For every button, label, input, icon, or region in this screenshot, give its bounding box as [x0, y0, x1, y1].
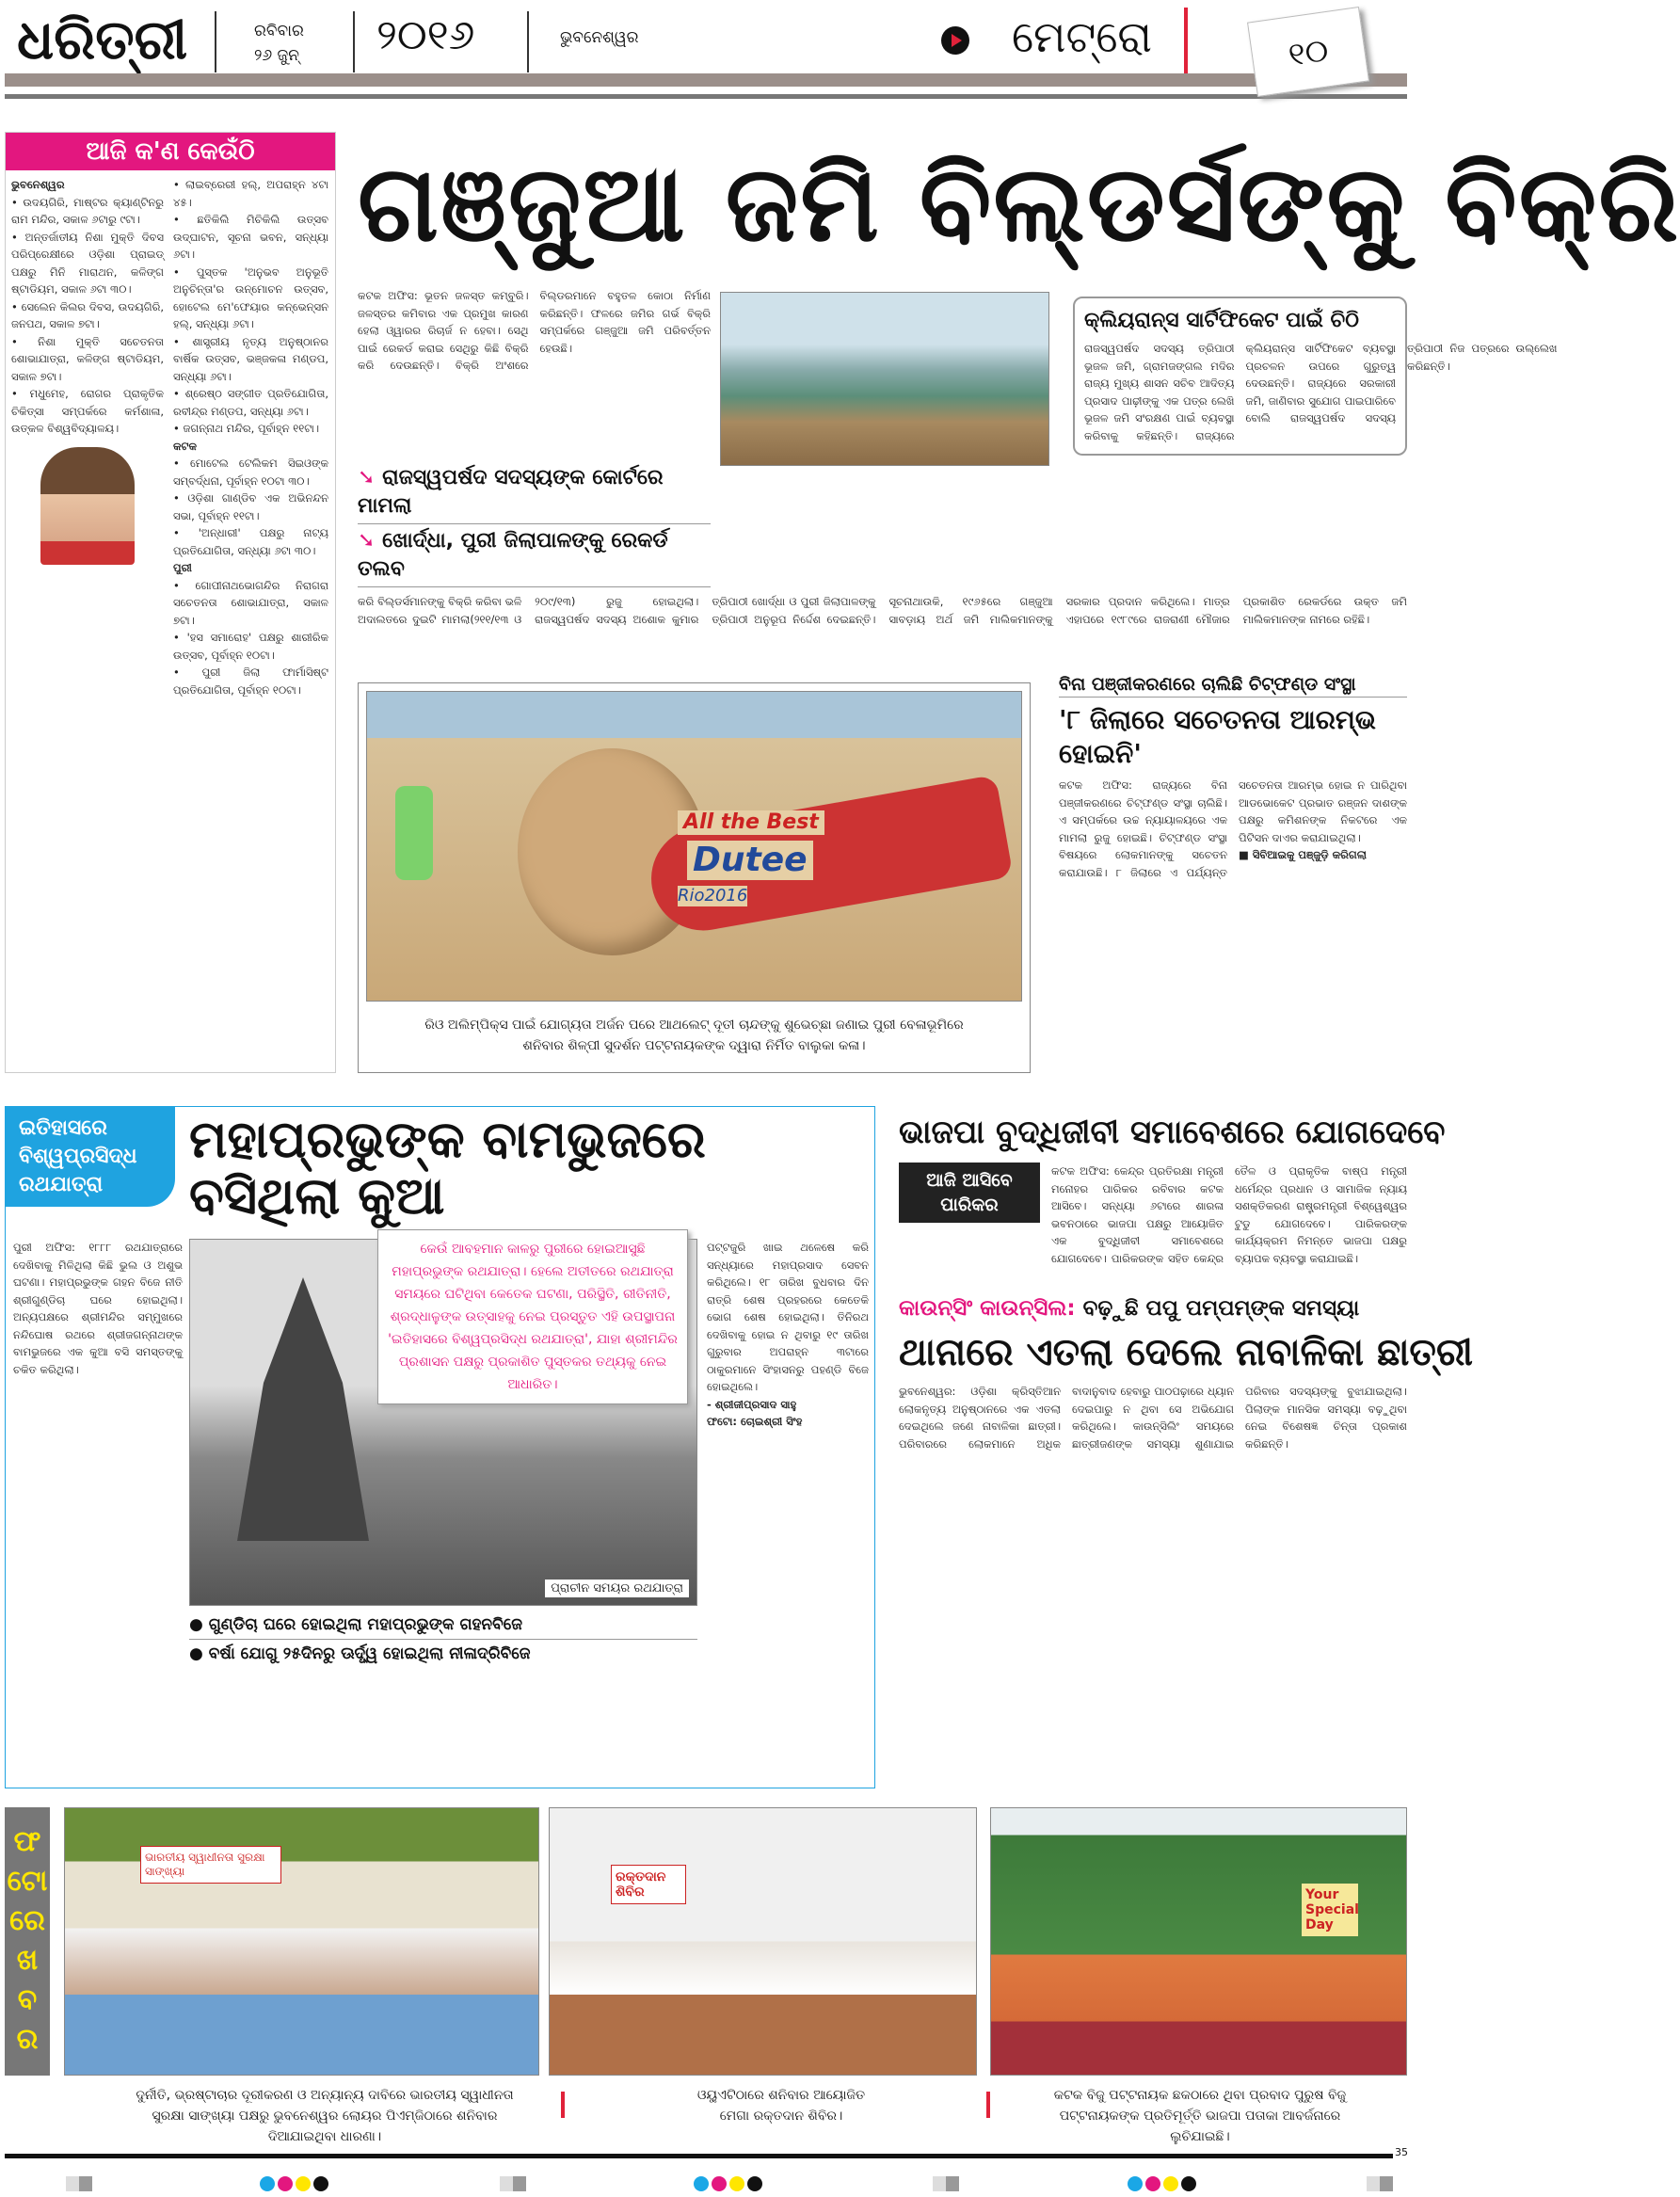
- chitfund-body: କଟକ ଅଫିସ: ରାଜ୍ୟରେ ବିନା ପଞ୍ଜୀକରଣରେ ଚିଟ୍‌ଫଣ୍ଡ ସଂସ୍ଥା ଚାଲିଛି। ଏ ସମ୍ପର୍କରେ ଉଚ୍ଚ ନ୍ୟାୟାଳୟରେ ଏକ ମାମଲା ରୁଜୁ ହୋଇଛି। ଚିଟ୍‌ଫଣ୍ଡ ସଂସ୍ଥା ବିଷୟରେ ଲୋକମାନଙ୍କୁ ସଚେତନ କରାଯାଉଛି। ୮ ଜିଲାରେ ଏ ପର୍ଯ୍ୟନ୍ତ ସଚେତନତା ଆରମ୍ଭ ହୋଇ ନ ପାରିଥିବା ଆଡଭୋକେଟ ପ୍ରଭାତ ରଞ୍ଜନ ଦାଶଙ୍କ ପକ୍ଷରୁ କମିଶନଙ୍କ ନିକଟରେ ଏକ ପିଟିସନ ଦାଏର କରାଯାଇଥିଲା। ■ ସିବିଆଇକୁ ପଞ୍ଜୁଡ଼ି କରିଗଲା: [1059, 778, 1407, 879]
- intro-box: କେଉଁ ଆବହମାନ କାଳରୁ ପୁରୀରେ ହୋଇଆସୁଛି ମହାପ୍ରଭୁଙ୍କ ରଥଯାତ୍ରା। ହେଲେ ଅତୀତରେ ରଥଯାତ୍ରା ସମୟରେ ଘଟିଥିବା କେତେକ ଘଟଣା, ପରିସ୍ଥିତି, ରୀତିନୀତି, ଶ୍ରଦ୍ଧାଳୁଙ୍କ ଉତ୍ସାହକୁ ନେଇ ପ୍ରସ୍ତୁତ ଏହି ଉପସ୍ଥାପନା 'ଇତିହାସରେ ବିଶ୍ୱପ୍ରସିଦ୍ଧ ରଥଯାତ୍ରା', ଯାହା ଶ୍ରୀମନ୍ଦିର ପ୍ରଶାସନ ପକ୍ଷରୁ ପ୍ରକାଶିତ ପୁସ୍ତକର ତଥ୍ୟକୁ ନେଇ ଆଧାରିତ।: [377, 1229, 688, 1404]
- chitfund-story: [1059, 673, 1407, 1087]
- tag-letter: ବ: [17, 1983, 38, 2016]
- canal-photo: [720, 292, 1049, 466]
- artist-figure: [395, 786, 433, 880]
- cmyk-dots: [260, 2176, 331, 2195]
- photo-caption-2: ଓୟୁଏଟିଠାରେ ଶନିବାର ଆୟୋଜିତ ମେଗା ରକ୍ତଦାନ ଶିବିର।: [696, 2088, 866, 2124]
- event-item: • ପୁସ୍ତକ 'ଅନୁଭବ ଅନୁଭୂତି ଅନୁଚିନ୍ତା'ର ଉନ୍ମୋଚନ ଉତ୍ସବ, ହୋଟେଲ ମେ'ଫେୟାର କନ୍‌ଭେନ୍‌ସନ ହଲ୍, ସନ୍ଧ୍ୟା ୬ଟା।: [173, 265, 328, 330]
- event-item: • ସେଲେନ କିଲର ଦିବସ, ଉଦୟଗିରି, ଜନପଥ, ସକାଳ ୭ଟା।: [11, 299, 164, 330]
- sand-text: Dutee: [687, 841, 813, 880]
- rathayatra-section: [5, 1106, 875, 1788]
- kicker: ବିନା ପଞ୍ଜୀକରଣରେ ଚାଲିଛି ଚିଟ୍‌ଫଣ୍ଡ ସଂସ୍ଥା: [1059, 673, 1407, 698]
- section-tag: ଇତିହାସରେ ବିଶ୍ୱପ୍ରସିଦ୍ଧ ରଥଯାତ୍ରା: [6, 1107, 175, 1207]
- rathayatra-body-left: ପୁରୀ ଅଫିସ: ୧୮୮୮ ରଥଯାତ୍ରାରେ ଦେଖିବାକୁ ମିଳିଥିଲା କିଛି ଭୁଲ ଓ ଅଶୁଭ ଘଟଣା। ମହାପ୍ରଭୁଙ୍କ ଗହନ ବିଜେ ନୀତି ଶ୍ରୀଗୁଣ୍ଡିଚା ଘରେ ହୋଇଥିଲା। ଅନ୍ୟପକ୍ଷରେ ଶ୍ରୀମନ୍ଦିର ସମ୍ମୁଖରେ ନନ୍ଦିଘୋଷ ରଥରେ ଶ୍ରୀଜଗନ୍ନାଥଙ୍କ ବାମଭୁଜରେ ଏକ କୁଆ ବସି ସମସ୍ତଙ୍କୁ ଚକିତ କରିଥିଲା।: [13, 1241, 183, 1376]
- gray-mark: [933, 2176, 959, 2191]
- photo-news-tag: [5, 1807, 50, 2076]
- event-item: • ପୁରୀ ଜିଲା ଫାର୍ମାସିଷ୍ଟ ପ୍ରତିଯୋଗିତା, ପୂର୍ବାହ୍ନ ୧୦ଟା।: [173, 666, 328, 697]
- events-column: [5, 132, 336, 1073]
- clearance-box: [1073, 297, 1558, 456]
- divider: [561, 2092, 565, 2118]
- event-item: • ନିଶା ମୁକ୍ତି ସଚେତନତା ଶୋଭାଯାତ୍ରା, କଳିଙ୍ଗ ଷ୍ଟାଡିୟମ, ସକାଳ ୭ଟା।: [11, 334, 164, 383]
- chariot-shape: [237, 1277, 369, 1541]
- subhead: ➘ ରାଜସ୍ୱପର୍ଷଦ ସଦସ୍ୟଙ୍କ କୋର୍ଟରେ ମାମଲା: [358, 461, 711, 524]
- city-heading: ଭୁବନେଶ୍ୱର: [11, 178, 65, 191]
- right-stories: [899, 1106, 1473, 1788]
- divider: [353, 11, 355, 72]
- event-item: • ଛତିକିଲି ମିଚିକିଲି ଉତ୍ସବ ଉଦ୍‌ଘାଟନ, ସୂଚନା ଭବନ, ସନ୍ଧ୍ୟା ୬ଟା।: [173, 213, 328, 261]
- bjp-headline: ଭାଜପା ବୁଦ୍ଧିଜୀବୀ ସମାବେଶରେ ଯୋଗଦେବେ: [899, 1114, 1446, 1151]
- print-registration-marks: [66, 2176, 1412, 2195]
- event-item: • ଓଡ଼ିଶା ଗାଣ୍ଡିବ ଏକ ଅଭିନନ୍ଦନ ସଭା, ପୂର୍ବାହ୍ନ ୧୧ଟା।: [173, 491, 328, 522]
- event-item: • 'ଅନ୍ଧାରୀ' ପକ୍ଷରୁ ନାଟ୍ୟ ପ୍ରତିଯୋଗିତା, ସନ୍ଧ୍ୟା ୬ଟା ୩୦।: [173, 526, 328, 557]
- lead-headline: ଗଞ୍ଜୁଆ ଜମି ବିଲ୍‌ଡର୍ସଙ୍କୁ ବିକ୍ରି: [358, 143, 1680, 265]
- event-item: • ଶ୍ରେଷ୍ଠ ସଙ୍ଗୀତ ପ୍ରତିଯୋଗିତା, ରବୀନ୍ଦ୍ର ମଣ୍ଡପ, ସନ୍ଧ୍ୟା ୬ଟା।: [173, 387, 328, 418]
- sand-art-caption: ରିଓ ଅଲିମ୍ପିକ୍ସ ପାଇଁ ଯୋଗ୍ୟତା ଅର୍ଜନ ପରେ ଆଥଲେଟ୍ ଦୂତୀ ଚାନ୍ଦଙ୍କୁ ଶୁଭେଚ୍ଛା ଜଣାଇ ପୁରୀ ବେଳାଭୂମିରେ ଶନିବାର ଶିଳ୍ପୀ ସୁଦର୍ଶନ ପଟ୍ଟନାୟକଙ୍କ ଦ୍ୱାରା ନିର୍ମିତ ବାଲୁକା କଳା।: [424, 1018, 964, 1053]
- counselling-body: ଭୁବନେଶ୍ୱର: ଓଡ଼ିଶା କ୍ରିସ୍ତିଆନ ଲୋକନୃତ୍ୟ ଅନୁଷ୍ଠାନରେ ଏକ ଏତଲା ଦେଇଥିଲେ ଜଣେ ନାବାଳିକା ଛାତ୍ରୀ। ପରିବାରରେ ଲୋକମାନେ ଅଧିକ ବାଦାନୁବାଦ ହେବାରୁ ପାଠପଢ଼ାରେ ଧ୍ୟାନ ଦେଇପାରୁ ନ ଥିବା ସେ ଅଭିଯୋଗ କରିଥିଲେ। କାଉନ୍ସିଲିଂ ସମୟରେ ଛାତ୍ରୀଜଣଙ୍କ ସମସ୍ୟା ଶୁଣାଯାଇ ପରିବାର ସଦସ୍ୟଙ୍କୁ ବୁଝାଯାଇଥିଲା। ପିଲାଙ୍କ ମାନସିକ ସମସ୍ୟା ବଢ଼ୁଥିବା ନେଇ ବିଶେଷଜ୍ଞ ଚିନ୍ତା ପ୍ରକାଶ କରିଛନ୍ତି।: [899, 1385, 1407, 1451]
- event-item: • ମଧୁମେହ, ରୋଗର ପ୍ରାକୃତିକ ଚିକିତ୍ସା ସମ୍ପର୍କରେ କର୍ମଶାଳା, ଉତ୍କଳ ବିଶ୍ୱବିଦ୍ୟାଳୟ।: [11, 387, 164, 435]
- footer-rule: [5, 2154, 1393, 2158]
- parrikar-box: ଆଜି ଆସିବେ ପାରିକର: [899, 1163, 1040, 1223]
- sand-art-block: [358, 682, 1031, 1073]
- tag-letter: ଟୋ: [7, 1865, 48, 1898]
- rathayatra-body-right: ପଟ୍ଟଜୁରି ଖାଇ ଥଳେଷେ କରି ସନ୍ଧ୍ୟାରେ ମହାପ୍ରସାଦ ସେବନ କରିଥିଲେ। ୧୮ ତାରିଖ ବୁଧବାର ଦିନ ରାତ୍ରି ଶେଷ ପ୍ରହରରେ କେତେକି ଭୋଗ ଶେଷ ହୋଇଥିଲା। ତିନିରଥ ଦେଖିବାକୁ ହୋଇ ନ ଥିବାରୁ ୧୯ ତାରିଖ ଗୁରୁବାର ଅପରାହ୍ନ ୩ଟାରେ ଠାକୁରମାନେ ସିଂହାସନରୁ ପହଣ୍ଡି ବିଜେ ହୋଇଥିଲେ। - ଶ୍ରୀଜୀପ୍ରସାଦ ସାହୁ ଫଟୋ: ଚୋଇଶ୍ରୀ ସିଂହ: [707, 1241, 869, 1428]
- blood-donation-photo: ରକ୍ତଦାନ ଶିବିର: [549, 1807, 977, 2076]
- counselling-headline: ଥାନାରେ ଏତଲା ଦେଲେ ନାବାଳିକା ଛାତ୍ରୀ: [899, 1331, 1473, 1374]
- play-bullet-icon: [941, 26, 969, 55]
- tag-letter: ରେ: [9, 1904, 45, 1937]
- events-list-2: [173, 176, 328, 1061]
- bjp-body: କଟକ ଅଫିସ: କେନ୍ଦ୍ର ପ୍ରତିରକ୍ଷା ମନ୍ତ୍ରୀ ମନୋହର ପାରିକର ରବିବାର କଟକ ଆସିବେ। ସନ୍ଧ୍ୟା ୬ଟାରେ ଶାରଳା ଭବନଠାରେ ଭାଜପା ପକ୍ଷରୁ ଆୟୋଜିତ ଏକ ବୁଦ୍ଧିଜୀବୀ ସମାବେଶରେ ଯୋଗଦେବେ। ପାରିକରଙ୍କ ସହିତ କେନ୍ଦ୍ର ତୈଳ ଓ ପ୍ରାକୃତିକ ବାଷ୍ପ ମନ୍ତ୍ରୀ ଧର୍ମେନ୍ଦ୍ର ପ୍ରଧାନ ଓ ସାମାଜିକ ନ୍ୟାୟ ସଶକ୍ତିକରଣ ରାଷ୍ଟ୍ରମନ୍ତ୍ରୀ ବିଶ୍ୱେଶ୍ୱର ଟୁଡୁ ଯୋଗଦେବେ। ପାରିକରଙ୍କ କାର୍ଯ୍ୟକ୍ରମ ନିମନ୍ତେ ଭାଜପା ପକ୍ଷରୁ ବ୍ୟାପକ ବ୍ୟବସ୍ଥା କରାଯାଇଛି।: [1051, 1164, 1407, 1265]
- lead-body-2: କରି ବିଲ୍‌ଡର୍ସମାନଙ୍କୁ ବିକ୍ରି କରିବା ଭଳି ଅଦାଲତରେ ଦୁଇଟି ମାମଲା(୨୧୧/୧୩ ଓ ୨୦୯/୧୩) ରୁଜୁ ହୋଇଥିଲା। ରାଜସ୍ୱପର୍ଷଦ ସଦସ୍ୟ ଅଶୋକ କୁମାର ତ୍ରିପାଠୀ ଖୋର୍ଦ୍ଧା ଓ ପୁରୀ ଜିଲାପାଳଙ୍କୁ ତ୍ରିପାଠୀ ଅନୁରୂପ ନିର୍ଦ୍ଦେଶ ଦେଇଛନ୍ତି। ସୂଚନାଥାଉକି, ୧୯୬୫ରେ ଗଞ୍ଜୁଆ ସାବଡ଼ାୟ ଅର୍ଥ ଜମି ମାଲିକମାନଙ୍କୁ ସରକାର ପ୍ରଦାନ କରିଥିଲେ। ମାତ୍ର ଏହାପରେ ୧୯୮୯ରେ ରାଜରାଣୀ ମୌଜାର ପ୍ରକାଶିତ ରେକର୍ଡରେ ଉକ୍ତ ଜମି ମାଲିକମାନଙ୍କ ନାମରେ ରହିଛି।: [358, 595, 1407, 626]
- box-body: ରାଜସ୍ୱପର୍ଷଦ ସଦସ୍ୟ ତ୍ରିପାଠୀ ଭୂଜଳ ଜମି, ଗ୍ରାମଜଙ୍ଗଲ ମଦିର ରାଜ୍ୟ ମୁଖ୍ୟ ଶାସନ ସଚିବ ଆଦିତ୍ୟ ପ୍ରସାଦ ପାଢ଼ୀଙ୍କୁ ଏକ ପତ୍ର ଲେଖି ଭୂଜଳ ଜମି ସଂରକ୍ଷଣ ପାଇଁ ବ୍ୟବସ୍ଥା କରିବାକୁ କହିଛନ୍ତି। ରାଜ୍ୟରେ କ୍ଲିୟରାନ୍ସ ସାର୍ଟିଫିକେଟ ବ୍ୟବସ୍ଥା ପ୍ରଚଳନ ଉପରେ ଗୁରୁତ୍ୱ ଦେଉଛନ୍ତି। ରାଜ୍ୟରେ ସରକାରୀ ଜମି, ଜାଣିବାର ସୁଯୋଗ ପାଇପାରିବେ ବୋଲି ରାଜସ୍ୱପର୍ଷଦ ସଦସ୍ୟ ତ୍ରିପାଠୀ ନିଜ ପତ୍ରରେ ଉଲ୍ଲେଖ କରିଛନ୍ତି।: [1084, 342, 1558, 442]
- color-dot: [278, 2176, 293, 2191]
- events-list-1: [11, 176, 164, 1061]
- chitfund-headline: '୮ ଜିଲାରେ ସଚେତନତା ଆରମ୍ଭ ହୋଇନି': [1059, 704, 1376, 769]
- lead-subheads: [358, 461, 711, 587]
- color-dot: [296, 2176, 311, 2191]
- events-title: ଆଜି କ'ଣ କେଉଁଠି: [6, 133, 335, 170]
- masthead-year: ୨୦୧୬: [376, 11, 475, 59]
- masthead-city: ଭୁବନେଶ୍ୱର: [560, 28, 639, 47]
- masthead-bar: [5, 73, 1407, 87]
- gray-mark: [1367, 2176, 1393, 2191]
- counselling-kicker: କାଉନ୍ସିଂ କାଉନ୍ସିଲ: ବଢ଼ୁଛି ପପୁ ପମ୍‌ପମ୍‌ଙ୍କ ସମସ୍ୟା: [899, 1296, 1360, 1321]
- divider: [215, 11, 216, 72]
- photo-caption-3: କଟକ ବିଜୁ ପଟ୍ଟନାୟକ ଛକଠାରେ ଥିବା ପ୍ରବାଦ ପୁରୁଷ ବିଜୁ ପଟ୍ଟନାୟକଙ୍କ ପ୍ରତିମୂର୍ତ୍ତି ଭାଜପା ପତାକା ଆବର୍ଜନାରେ ଲୁଚିଯାଇଛି।: [1053, 2088, 1347, 2144]
- rathayatra-headline: ମହାପ୍ରଭୁଙ୍କ ବାମଭୁଜରେ ବସିଥିଲା କୁଆ: [189, 1110, 706, 1226]
- masthead-date: [254, 19, 304, 68]
- bjp-row: [899, 1163, 1407, 1285]
- color-dot: [260, 2176, 275, 2191]
- statue-photo: Your Special Day: [990, 1807, 1407, 2076]
- event-item: • ଗୋପୀନାଥଭୋଗନ୍ଦିର ନିରାଗରା ସଚେତନତା ଶୋଭାଯାତ୍ରା, ସକାଳ ୭ଟା।: [173, 578, 328, 627]
- event-item: • ଅନ୍ତର୍ଜାତୀୟ ନିଶା ମୁକ୍ତି ଦିବସ ପରିପ୍ରେକ୍ଷୀରେ ଓଡ଼ିଶା ପ୍ରାଇଡ୍ ପକ୍ଷରୁ ମିନି ମାରାଥନ, କଳିଙ୍ଗ ଷ୍ଟାଡିୟମ, ସକାଳ ୬ଟା ୩୦।: [11, 230, 164, 296]
- gray-mark: [66, 2176, 92, 2191]
- color-dot: [1145, 2176, 1160, 2191]
- city-heading: କଟକ: [173, 439, 197, 453]
- day: ରବିବାର: [254, 22, 304, 40]
- event-item: • ଶାସ୍ତ୍ରୀୟ ନୃତ୍ୟ ଅନୁଷ୍ଠାନର ବାର୍ଷିକ ଉତ୍ସବ, ଭଞ୍ଜକଳା ମଣ୍ଡପ, ସନ୍ଧ୍ୟା ୬ଟା।: [173, 334, 328, 383]
- lead-body-1: କଟକ ଅଫିସ: ଭୂତନ ଜଳସ୍ତ କମ୍ବୁରି। ଜଳସ୍ତର କମିବାର ଏକ ପ୍ରମୁଖ କାରଣ ହେଲା ଓ୍ୱାରର ରିଚାର୍ଜ ନ ହେବା। ସେଥି ପାଇଁ ରେକର୍ଡ କରାଇ ସେଥିରୁ କିଛି ବିକ୍ରି କରି ଦେଉଛନ୍ତି। ବିକ୍ରି ଅଂଶରେ ବିଲ୍‌ଡରମାନେ ବହୁତଳ କୋଠା ନିର୍ମାଣ କରିଛନ୍ତି। ଫଳରେ ଜମିର ଗର୍ଭ ବିକ୍ରି ସମ୍ପର୍କରେ ଗଞ୍ଜୁଆ ଜମି ପରିବର୍ତ୍ତନ ହେଉଛି।: [358, 289, 711, 372]
- divider: [1184, 8, 1188, 73]
- sand-text: Rio2016: [678, 886, 748, 906]
- color-dot: [694, 2176, 709, 2191]
- arrow-icon: ➘: [358, 529, 383, 553]
- box-title: କ୍ଲିୟରାନ୍ସ ସାର୍ଟିଫିକେଟ ପାଇଁ ଚିଠି: [1084, 309, 1359, 332]
- event-item: • ମୋଟେଲ ଟେଲିକମ ସିଇଓଙ୍କ ସମ୍ବର୍ଦ୍ଧନା, ପୂର୍ବାହ୍ନ ୧୦ଟା ୩୦।: [173, 457, 328, 488]
- color-dot: [1181, 2176, 1196, 2191]
- date: ୨୬ ଜୁନ୍: [254, 46, 300, 65]
- event-item: • 'ହସ ସମାରୋହ' ପକ୍ଷରୁ ଶାରୀରିକ ଉତ୍ସବ, ପୂର୍ବାହ୍ନ ୧୦ଟା।: [173, 631, 328, 662]
- sand-text: All the Best: [678, 810, 824, 835]
- tag-letter: ର: [16, 2023, 39, 2056]
- subhead: ➘ ଖୋର୍ଦ୍ଧା, ପୁରୀ ଜିଲାପାଳଙ୍କୁ ରେକର୍ଡ ତଲବ: [358, 524, 711, 587]
- event-item: • ଲାଇବ୍ରେରୀ ହଲ୍, ଅପରାହ୍ନ ୪ଟା ୪୫।: [173, 178, 328, 209]
- section-name: ମେଟ୍ରୋ: [1012, 11, 1152, 62]
- cmyk-dots: [1128, 2176, 1199, 2195]
- city-heading: ପୁରୀ: [173, 561, 192, 574]
- child-portrait-photo: [40, 447, 135, 565]
- rathayatra-subheads: ● ଗୁଣ୍ଡିଚା ଘରେ ହୋଇଥିଲା ମହାପ୍ରଭୁଙ୍କ ଗହନବିଜେ ● ବର୍ଷା ଯୋଗୁ ୨୫ଦିନରୁ ଊର୍ଦ୍ଧ୍ୱ ହୋଇଥିଲା ନୀଳାଦ୍ରିବିଜେ: [189, 1611, 697, 1668]
- tag-letter: ଖ: [16, 1944, 39, 1977]
- color-dot: [712, 2176, 727, 2191]
- protest-photo: ଭାରତୀୟ ସ୍ୱାଧୀନତା ସୁରକ୍ଷା ସାଙ୍ଖ୍ୟା: [64, 1807, 539, 2076]
- page-number-badge: ୧୦: [1247, 7, 1369, 97]
- arrow-icon: ➘: [358, 466, 383, 489]
- color-dot: [1163, 2176, 1178, 2191]
- divider: [527, 11, 529, 72]
- color-dot: [313, 2176, 328, 2191]
- divider: [986, 2092, 990, 2118]
- photo-caption-1: ଦୁର୍ନୀତି, ଭ୍ରଷ୍ଟାଚାର ଦୂରୀକରଣ ଓ ଅନ୍ୟାନ୍ୟ ଦାବିରେ ଭାରତୀୟ ସ୍ୱାଧୀନତା ସୁରକ୍ଷା ସାଙ୍ଖ୍ୟା ପକ୍ଷରୁ ଭୁବନେଶ୍ୱର ଲୋୟର ପିଏମ୍‌ଜିଠାରେ ଶନିବାର ଦିଆଯାଇଥିବା ଧାରଣା।: [136, 2088, 514, 2144]
- folio: 35: [1395, 2146, 1408, 2158]
- subhead: ■ ସିବିଆଇକୁ ପଞ୍ଜୁଡ଼ି କରିଗଲା: [1239, 848, 1367, 861]
- sand-art-photo: [366, 691, 1022, 1002]
- gray-mark: [500, 2176, 526, 2191]
- color-dot: [1128, 2176, 1143, 2191]
- masthead-rule: [5, 94, 1407, 99]
- event-item: • ଜଗନ୍ନାଥ ମନ୍ଦିର, ପୂର୍ବାହ୍ନ ୧୧ଟା।: [173, 422, 320, 435]
- photo-caption: ପ୍ରାଚୀନ ସମୟର ରଥଯାତ୍ରା: [545, 1580, 689, 1597]
- color-dot: [747, 2176, 762, 2191]
- color-dot: [729, 2176, 744, 2191]
- cmyk-dots: [694, 2176, 765, 2195]
- tag-letter: ଫ: [13, 1825, 41, 1858]
- newspaper-logo: ଧରିତ୍ରୀ: [17, 8, 188, 72]
- event-item: • ଉଦୟଗିରି, ମାଷ୍ଟର କ୍ୟାଣ୍ଟିନରୁ ରାମ ମନ୍ଦିର, ସକାଳ ୬ଟାରୁ ୯ଟା।: [11, 195, 164, 226]
